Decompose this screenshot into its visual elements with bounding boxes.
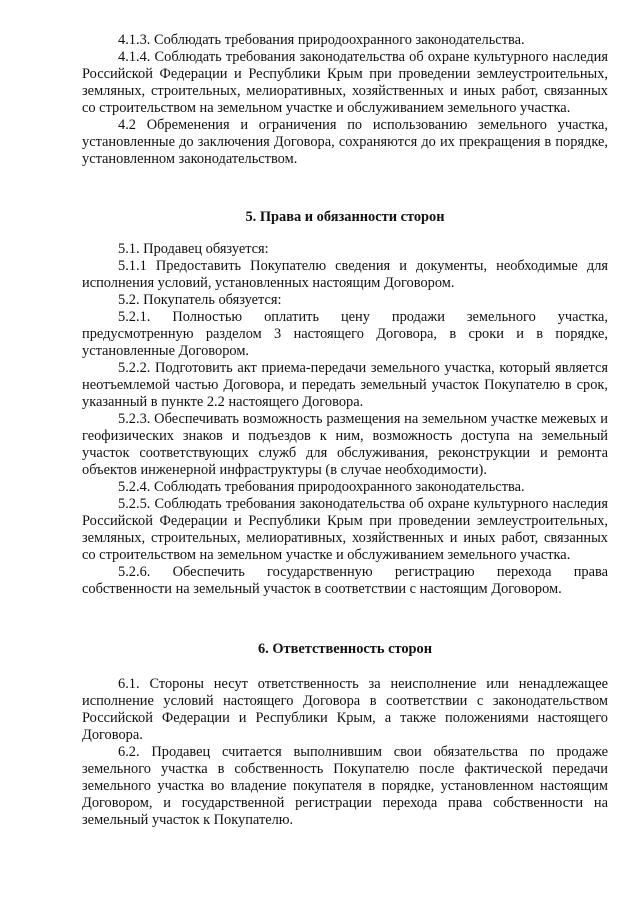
section-5-heading: 5. Права и обязанности сторон xyxy=(245,209,445,225)
section-6-heading: 6. Ответственность сторон xyxy=(257,641,433,657)
clause-6-2: 6.2. Продавец считается выполнившим свои обязательства по продаже земельного участка в собственность Покупателю после фактической передачи земельного участка во владение покупателя в порядке, установленном настоящим Договором, и государственной регистрации перехода права собственности на земельный участок к Покупателю. xyxy=(82,744,608,828)
clause-5-1: 5.1. Продавец обязуется: xyxy=(118,241,269,257)
clause-4-2: 4.2 Обременения и ограничения по использованию земельного участка, установленные до заключения Договора, сохраняются до их прекращения в порядке, установленном законодательством. xyxy=(82,117,608,167)
clause-6-1: 6.1. Стороны несут ответственность за неисполнение или ненадлежащее исполнение условий настоящего Договора в соответствии с законодательством Российской Федерации и Республики Крым, а также положениями настоящего Договора. xyxy=(82,676,608,743)
text-block-section5 xyxy=(82,241,608,598)
clause-5-2-2: 5.2.2. Подготовить акт приема-передачи земельного участка, который является неотъемлемой частью Договора, и передать земельный участок Покупателю в срок, указанный в пункте 2.2 настоящего Договора. xyxy=(82,360,608,410)
clause-5-2: 5.2. Покупатель обязуется: xyxy=(118,292,282,308)
clause-5-2-4: 5.2.4. Соблюдать требования природоохранного законодательства. xyxy=(118,479,525,495)
clause-5-1-1: 5.1.1 Предоставить Покупателю сведения и документы, необходимые для исполнения условий, установленных настоящим Договором. xyxy=(82,258,608,291)
clause-4-1-4: 4.1.4. Соблюдать требования законодательства об охране культурного наследия Российской Федерации и Республики Крым при проведении землеустроительных, земляных, строительных, мелиоративных, хозяйственных и иных работ, связанных со строительством на земельном участке и обслуживанием земельного участка. xyxy=(82,49,608,116)
text-block-section6 xyxy=(82,676,608,829)
clause-5-2-6: 5.2.6. Обеспечить государственную регистрацию перехода права собственности на земельный участок в соответствии с настоящим Договором. xyxy=(82,564,608,597)
clause-5-2-3: 5.2.3. Обеспечивать возможность размещения на земельном участке межевых и геофизических знаков и подъездов к ним, возможность доступа на земельный участок соответствующих служб для обслуживания, реконструкции и ремонта объектов инженерной инфраструктуры (в случае необходимости). xyxy=(82,411,608,478)
clause-4-1-3: 4.1.3. Соблюдать требования природоохранного законодательства. xyxy=(118,32,525,48)
clause-5-2-1: 5.2.1. Полностью оплатить цену продажи земельного участка, предусмотренную разделом 3 настоящего Договора, в сроки и в порядке, установленные Договором. xyxy=(82,309,608,359)
clause-5-2-5: 5.2.5. Соблюдать требования законодательства об охране культурного наследия Российской Федерации и Республики Крым при проведении землеустроительных, земляных, строительных, мелиоративных, хозяйственных и иных работ, связанных со строительством на земельном участке и обслуживанием земельного участка. xyxy=(82,496,608,563)
text-block-section4 xyxy=(82,32,608,168)
